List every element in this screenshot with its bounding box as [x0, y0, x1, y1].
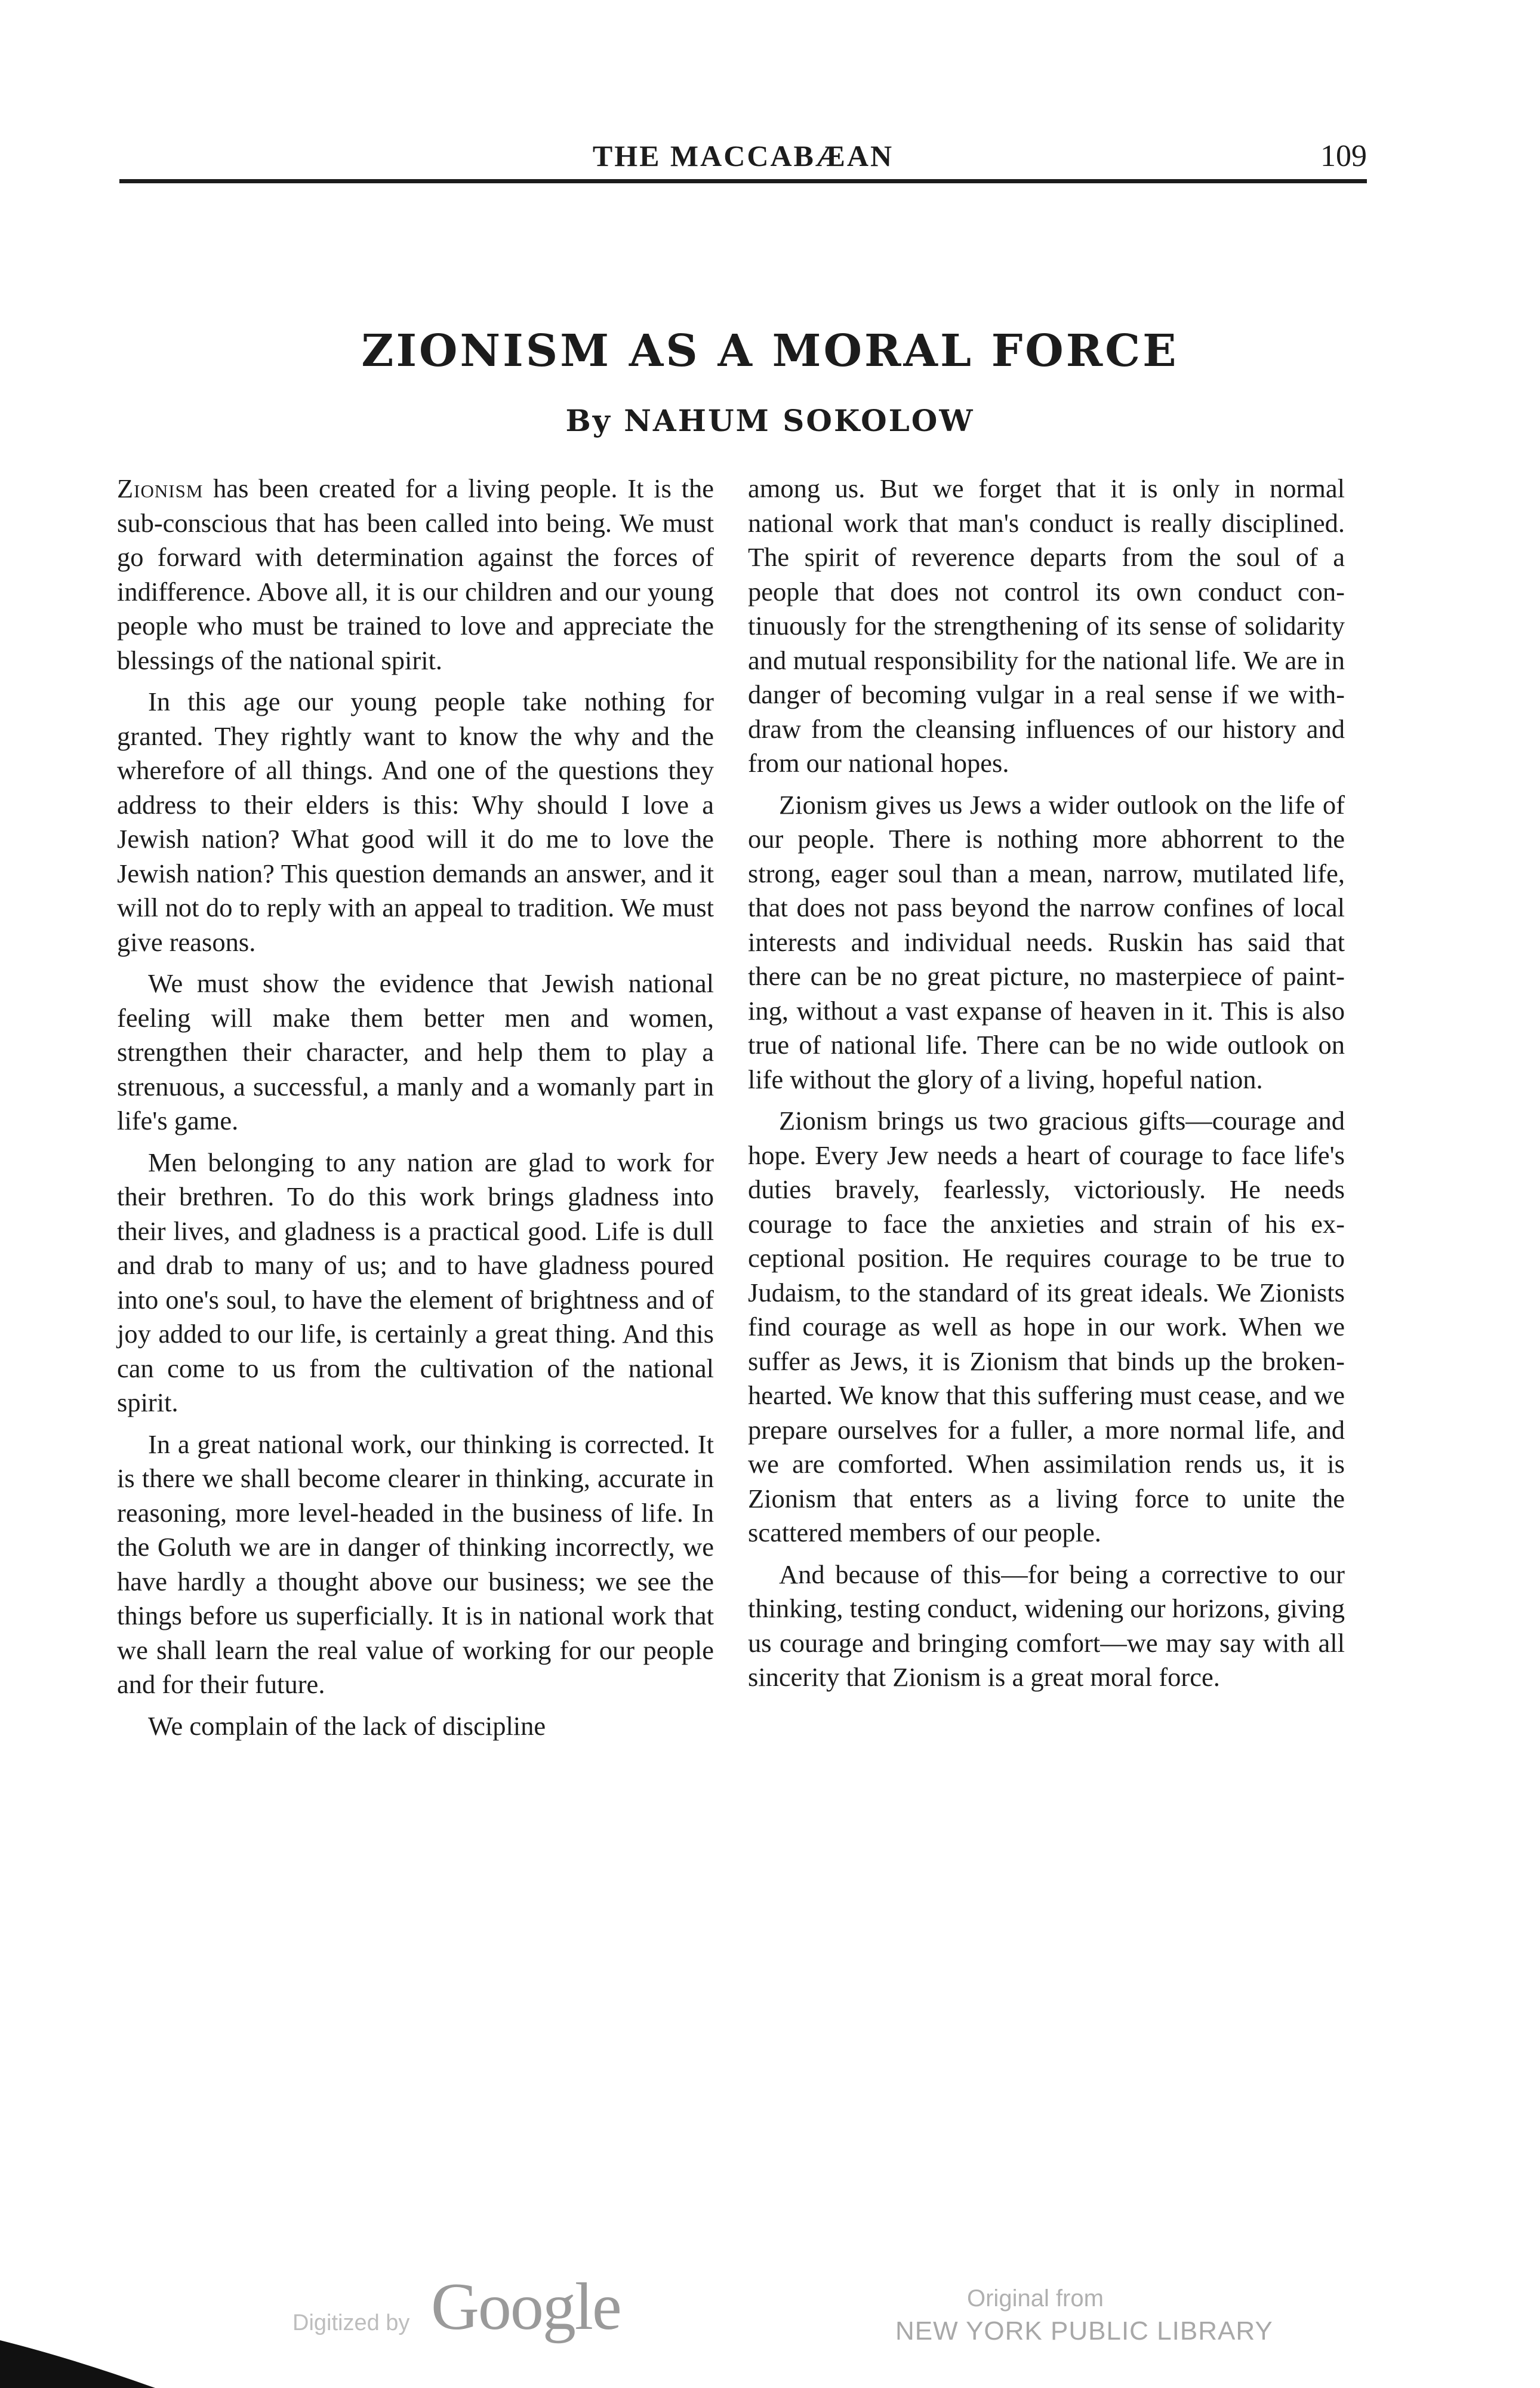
article-title: ZIONISM AS A MORAL FORCE [361, 325, 1179, 377]
paragraph-text: has been created for a living people. It is the sub-conscious that has been called into being. We must go forward with determination against the forces of indifference. Above all, it is our children and our young people who must be trained to love and appreciate the blessings of the national spirit. [117, 473, 714, 675]
paragraph: Zionism brings us two gracious gifts—courage and hope. Every Jew needs a heart of courage to face life's duties bravely, fearlessly, victoriously. He needs courage to face the anxieties and strain of his exceptional position. He requires courage to be true to Judaism, to the standard of its great ideals. We Zionists find courage as well as hope in our work. When we suffer as Jews, it is Zionism that binds up the broken-hearted. We know that this suffering must cease, and we prepare ourselves for a fuller, a more normal life, and we are comforted. When assimilation rends us, it is Zionism that enters as a living force to unite the scattered members of our people. [748, 1106, 1345, 1547]
header-rule [119, 179, 1367, 183]
page-number: 109 [1320, 139, 1367, 173]
paragraph: Zionism gives us Jews a wider outlook on the life of our people. There is nothing more abhorrent to the strong, eager soul than a mean, narrow, mutilated life, that does not pass beyond the narrow confines of local interests and individual needs. Ruskin has said that there can be no great picture, no masterpiece of painting, without a vast expanse of heaven in it. This is also true of national life. There can be no wide outlook on life without the glory of a living, hopeful nation. [748, 789, 1345, 1094]
original-from-label: Original from [967, 2285, 1104, 2312]
article-byline: By NAHUM SOKOLOW [565, 403, 975, 438]
journal-title: THE MACCABÆAN [592, 139, 894, 173]
left-column [117, 472, 714, 1750]
paragraph: among us. But we forget that it is only in normal national work that man's conduct is really disciplined. The spirit of reverence departs from the soul of a people that does not control its own conduct continuously for the strengthening of its sense of solidarity and mutual responsibility for the national life. We are in danger of becoming vulgar in a real sense if we withdraw from the cleansing influences of our history and from our national hopes. [748, 473, 1345, 778]
library-name: NEW YORK PUBLIC LIBRARY [895, 2316, 1273, 2346]
paragraph: We must show the evidence that Jewish national feeling will make them better men and women, strengthen their character, and help them to play a strenuous, a successful, a manly and a womanly part in life's game. [117, 968, 714, 1135]
paragraph: In this age our young people take nothing for granted. They rightly want to know the why and the wherefore of all things. And one of the questions they address to their elders is this: Why should I love a Jewish nation? What good will it do me to love the Jewish nation? This question demands an answer, and it will not do to reply with an appeal to tradition. We must give reasons. [117, 687, 714, 957]
google-logo: Google [431, 2270, 621, 2344]
paragraph: Men belonging to any nation are glad to work for their brethren. To do this work brings gladness into their lives, and gladness is a practical good. Life is dull and drab to many of us; and to have gladness poured into one's soul, to have the element of brightness and of joy added to our life, is certainly a great thing. And this can come to us from the cultivation of the national spirit. [117, 1147, 714, 1417]
paragraph: We complain of the lack of discipline [148, 1710, 546, 1741]
digitized-by-label: Digitized by [292, 2310, 410, 2335]
paragraph: And because of this—for being a corrective to our thinking, testing conduct, widening our horizons, giving us courage and bringing comfort—we may say with all sincerity that Zionism is a great moral force. [748, 1559, 1345, 1692]
paragraph: In a great national work, our thinking is corrected. It is there we shall become clearer in thinking, accurate in reasoning, more level-headed in the business of life. In the Goluth we are in danger of thinking incorrectly, we have hardly a thought above our business; we see the things before us superficially. It is in national work that we shall learn the real value of working for our people and for their future. [117, 1429, 714, 1699]
paragraph [117, 472, 714, 678]
opening-word: Zionism [117, 473, 204, 503]
scan-edge-shadow [0, 2316, 155, 2388]
right-column [748, 472, 1345, 1702]
